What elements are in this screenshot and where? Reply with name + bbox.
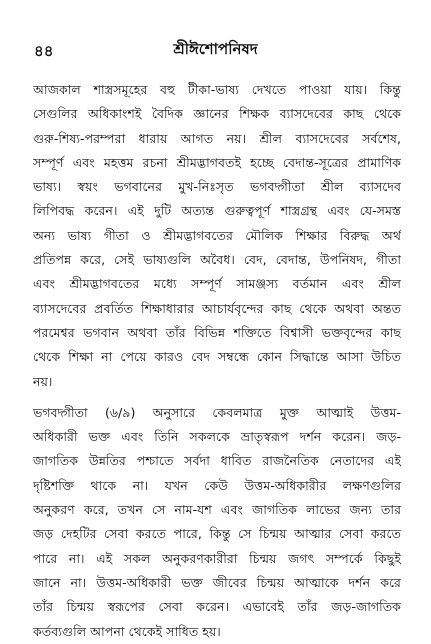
text-line: থেকে শিক্ষা না পেয়ে কারও বেদ সম্বন্ধে কোন সিদ্ধান্তে আসা উচিত xyxy=(33,349,401,365)
text-line: তাঁর চিন্ময় স্বরূপের সেবা করেন। এভাবেই তাঁর জড়-জাগতিক xyxy=(33,599,401,615)
paragraph-2 xyxy=(33,401,401,644)
text-line: সম্পূর্ণ এবং মহত্তম রচনা শ্রীমদ্ভাগবতই হচ্ছে বেদান্ত-সূত্রের প্রামাণিক xyxy=(33,154,401,170)
text-line: আজকাল শাস্ত্রসমূহের বহু টীকা-ভাষ্য দেখতে পাওয়া যায়। কিন্তু xyxy=(33,82,401,97)
text-line: অন্য ভাষ্য গীতা ও শ্রীমদ্ভাগবতের মৌলিক শিক্ষার বিরুদ্ধ অর্থ xyxy=(33,227,401,243)
text-line: পরমেশ্বর ভগবান অথবা তাঁর বিভিন্ন শক্তিতে বিশ্বাসী ভক্তবৃন্দের কাছ xyxy=(33,324,401,340)
text-line: জানে না। উত্তম-অধিকারী ভক্ত জীবের চিন্ময় আত্মাকে দর্শন করে xyxy=(33,574,401,590)
text-line: নয়। xyxy=(33,373,53,389)
text-line: ভাষ্য। স্বয়ং ভগবানের মুখ-নিঃসৃত ভগবদ্গীতা শ্রীল ব্যাসদেব xyxy=(33,179,401,195)
text-line: অধিকারী ভক্ত এবং তিনি সকলকে ভ্রাতৃস্বরূপ দর্শন করেন। জড়- xyxy=(33,429,401,445)
text-line: লিপিবদ্ধ করেন। এই দুটি অত্যন্ত গুরুত্বপূর্ণ শাস্ত্রগ্রন্থ এবং যে-সমস্ত xyxy=(33,203,401,219)
text-line: দৃষ্টিশক্তি থাকে না। যখন কেউ উত্তম-অধিকারীর লক্ষণগুলির xyxy=(33,477,401,493)
text-line: ভগবদ্গীতা (৬/৯) অনুসারে কেবলমাত্র মুক্ত আত্মাই উত্তম- xyxy=(33,404,401,420)
text-line: প্রতিপন্ন করে, সেই ভাষ্যগুলি অবৈধ। বেদ, বেদান্ত, উপনিষদ, গীতা xyxy=(33,252,401,268)
text-line: জাগতিক উন্নতির পশ্চাতে সর্বদা ধাবিত রাজনৈতিক নেতাদের এই xyxy=(33,453,401,469)
text-line: পারে না। এই সকল অনুকরণকারীরা চিন্ময় জগৎ সম্পর্কে কিছুই xyxy=(33,550,401,566)
text-line: জড় দেহটির সেবা করতে পারে, কিন্তু সে চিন্ময় আত্মার সেবা করতে xyxy=(33,526,401,542)
page-number: ৪৪ xyxy=(34,42,54,60)
text-line: ব্যাসদেবের প্রবর্তিত শিক্ষাধারার আচার্যবৃন্দের কাছ থেকে অথবা অন্তত xyxy=(33,300,401,316)
paragraph-1 xyxy=(33,78,401,394)
text-line: কর্তব্যগুলি আপনা থেকেই সাধিত হয়। xyxy=(33,623,221,639)
text-line: গুরু-শিষ্য-পরম্পরা ধারায় আগত নয়। শ্রীল ব্যাসদেবের সর্বশেষ, xyxy=(33,130,401,146)
text-line: এবং শ্রীমদ্ভাগবতের মধ্যে সম্পূর্ণ সামঞ্জস্য বর্তমান এবং শ্রীল xyxy=(33,276,401,292)
running-title: শ্রীঈশোপনিষদ xyxy=(173,40,258,58)
paragraph-gap xyxy=(33,394,401,401)
text-line: সেগুলির অধিকাংশই বৈদিক জ্ঞানের শিক্ষক ব্যাসদেবের কাছ থেকে xyxy=(33,106,401,122)
body-text xyxy=(33,78,401,644)
text-line: অনুকরণ করে, তখন সে নাম-যশ এবং জাগতিক লাভের জন্য তার xyxy=(33,502,401,518)
